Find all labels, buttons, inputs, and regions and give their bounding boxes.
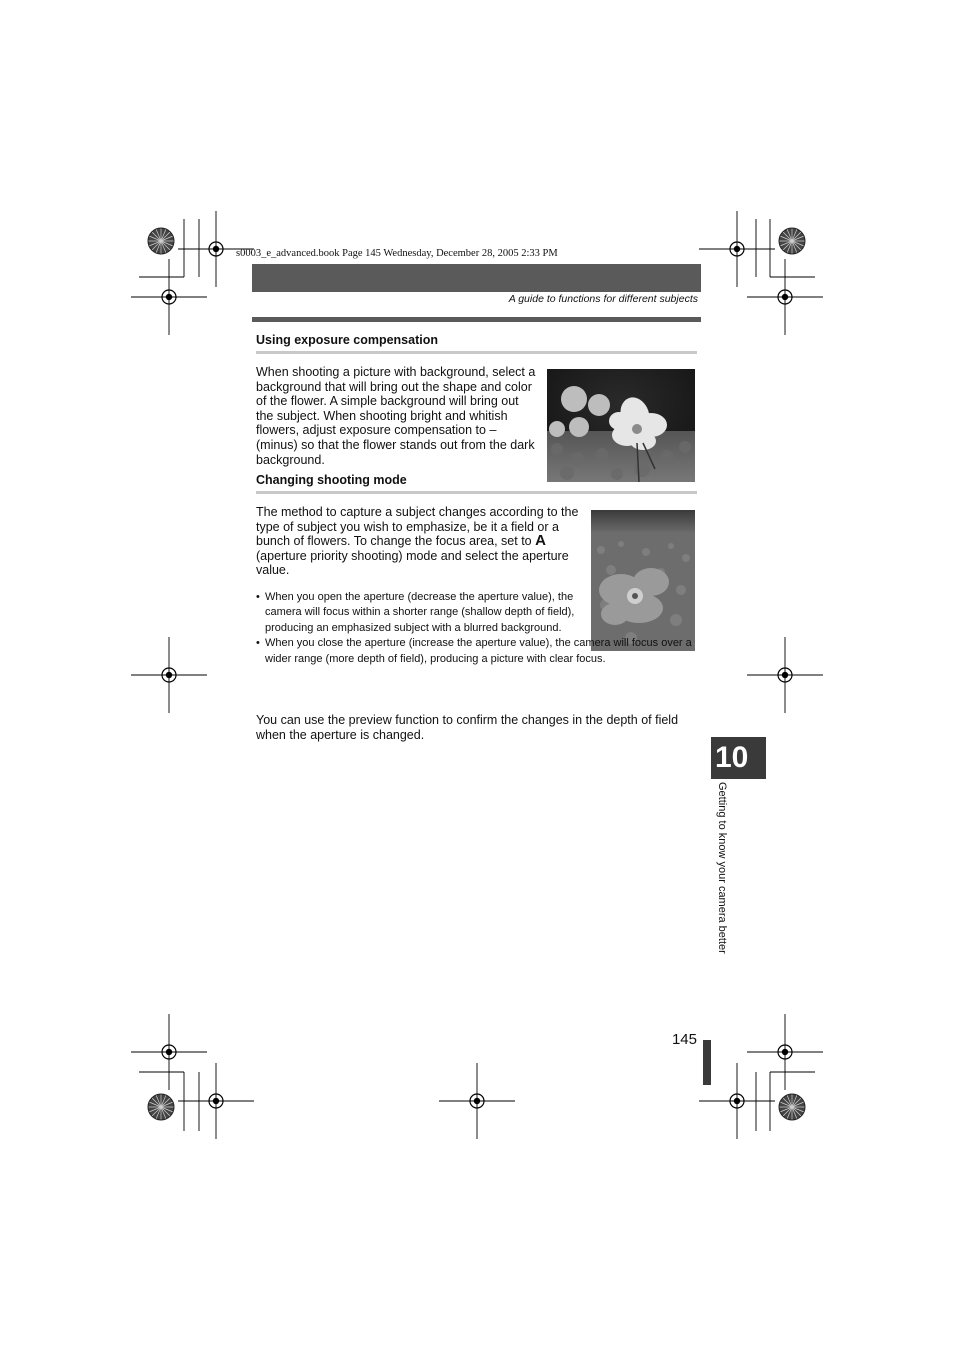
shooting-mode-body-start: The method to capture a subject changes according to the type of subject you wish to emphasize, be it a field or a bunch of flowers. To change the focus area, set to	[256, 505, 579, 549]
header-subtitle: A guide to functions for different subjects	[508, 293, 698, 305]
list-item	[256, 590, 585, 636]
bullet-dot: •	[256, 637, 260, 650]
section-title-exposure: Using exposure compensation	[256, 333, 438, 347]
book-info-line: s0003_e_advanced.book Page 145 Wednesday, December 28, 2005 2:33 PM	[236, 248, 558, 259]
bullet-text: When you open the aperture (decrease the aperture value), the camera will focus within a shorter range (shallow depth of field), producing an emphasized subject with a blurred background.	[265, 591, 575, 634]
page-number-bar	[703, 1040, 711, 1085]
exposure-paragraph	[256, 365, 538, 467]
page-number: 145	[671, 1031, 697, 1048]
section-rule	[256, 351, 697, 354]
shooting-mode-body-end: (aperture priority shooting) mode and select the aperture value.	[256, 548, 569, 578]
chapter-number-tab: 10	[711, 737, 766, 779]
shooting-mode-paragraph	[256, 505, 581, 578]
header-rule	[252, 317, 701, 322]
flower-photo-dark-background	[547, 369, 695, 482]
closing-text: You can use the preview function to confirm the changes in the depth of field when the aperture is changed.	[256, 713, 679, 742]
preview-paragraph	[256, 713, 701, 742]
bullet-dot: •	[256, 591, 260, 603]
exposure-body: When shooting a picture with background, select a background that will bring out the shape and color of the flower. A simple background will bring out the subject. When shooting bright and whitish flowers, adjust exposure compensation to – (minus) so that the flower stands out from the dark background.	[256, 365, 536, 467]
aperture-bullet-list	[256, 590, 698, 667]
list-item	[256, 636, 698, 667]
aperture-priority-symbol: A	[535, 532, 546, 550]
bullet-text: When you close the aperture (increase the aperture value), the camera will focus over a wider range (more depth of field), producing a picture with clear focus.	[265, 637, 692, 665]
header-bar	[252, 264, 701, 292]
chapter-label: Getting to know your camera better	[716, 782, 728, 954]
section-rule	[256, 491, 697, 494]
section-title-shooting-mode: Changing shooting mode	[256, 473, 407, 487]
